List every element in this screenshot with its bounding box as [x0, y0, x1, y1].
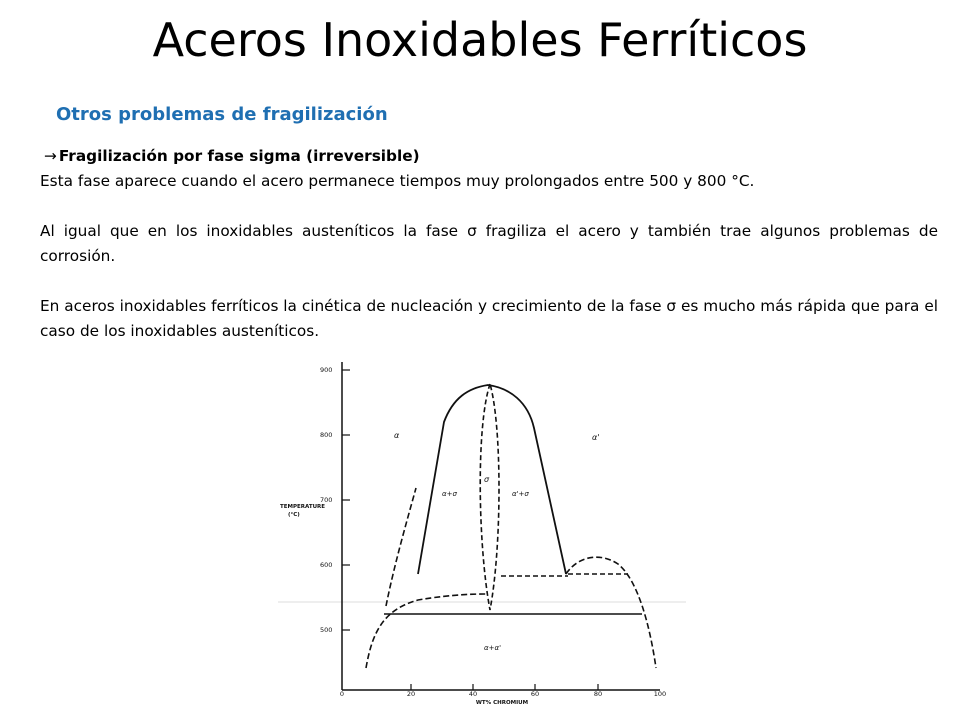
x-tick-40: 40	[468, 690, 478, 698]
y-tick-500: 500	[320, 626, 333, 634]
x-ticks	[411, 684, 598, 690]
phase-diagram-figure	[278, 356, 688, 706]
label-alpha: α	[394, 431, 400, 440]
label-alpha-prime: α'	[592, 433, 600, 442]
x-tick-60: 60	[530, 690, 540, 698]
x-tick-100: 100	[653, 690, 667, 698]
label-alpha-alpha-prime: α+α'	[484, 644, 502, 652]
y-axis-label-1: TEMPERATURE	[280, 504, 326, 510]
arrow-right-icon: →	[44, 147, 57, 165]
fe-cr-phase-diagram	[278, 356, 688, 706]
paragraph-sigma-appearance: Esta fase aparece cuando el acero permanece tiempos muy prolongados entre 500 y 800 °C.	[40, 172, 755, 190]
x-tick-80: 80	[593, 690, 603, 698]
left-dashed-boundary	[386, 488, 416, 606]
sigma-phase-boundary	[418, 385, 566, 574]
x-axis-label: WT% CHROMIUM	[475, 700, 529, 706]
paragraph-sigma-kinetics: En aceros inoxidables ferríticos la cinética de nucleación y crecimiento de la fase σ es mucho más rápida que para el caso de los inoxidables austeníticos.	[40, 297, 938, 340]
paragraph-sigma-corrosion: Al igual que en los inoxidables austeníticos la fase σ fragiliza el acero y también trae algunos problemas de corrosión.	[40, 222, 938, 265]
label-sigma: σ	[484, 475, 490, 484]
bullet-heading-line	[44, 144, 938, 169]
x-tick-20: 20	[406, 690, 416, 698]
slide-body	[40, 144, 938, 344]
y-axis-label-2: (°C)	[288, 512, 300, 518]
y-ticks	[342, 370, 350, 630]
y-tick-700: 700	[320, 496, 333, 504]
bullet-heading: Fragilización por fase sigma (irreversible)	[58, 147, 420, 165]
slide-title: Aceros Inoxidables Ferríticos	[152, 13, 808, 67]
y-tick-900: 900	[320, 366, 333, 374]
label-alpha-prime-sigma: α'+σ	[512, 490, 529, 498]
label-alpha-sigma: α+σ	[442, 490, 457, 498]
x-tick-0: 0	[339, 690, 345, 698]
y-tick-600: 600	[320, 561, 333, 569]
slide-subtitle: Otros problemas de fragilización	[56, 104, 388, 125]
y-tick-labels	[320, 366, 332, 634]
x-tick-labels	[340, 690, 666, 698]
y-tick-800: 800	[320, 431, 333, 439]
sigma-lens-boundary	[480, 384, 499, 610]
miscibility-gap-left	[366, 594, 488, 668]
